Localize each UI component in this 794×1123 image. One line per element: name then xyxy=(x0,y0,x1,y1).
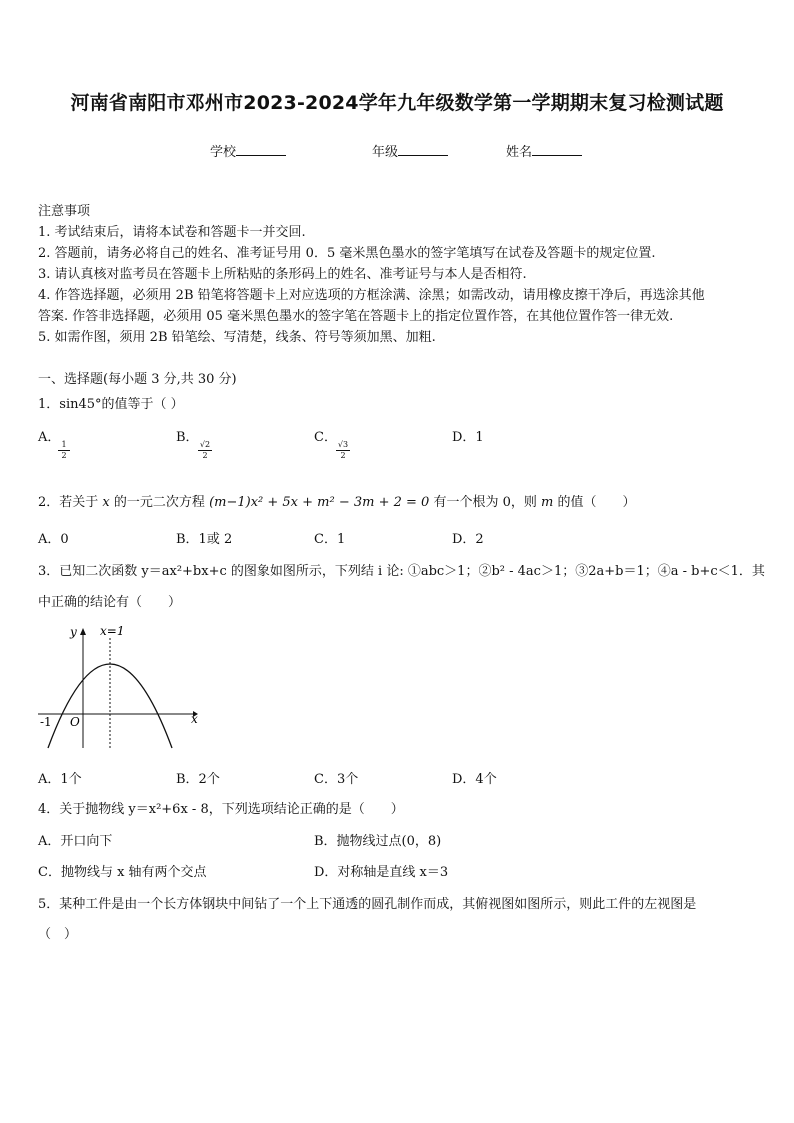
q4-option-d: D．对称轴是直线 x＝3 xyxy=(314,865,449,880)
name-field xyxy=(506,141,582,160)
q1-option-c xyxy=(314,429,337,446)
name-blank xyxy=(532,143,582,156)
y-axis-arrow-icon xyxy=(80,628,86,635)
question-5-line-2: （ ） xyxy=(38,927,78,942)
q2-var-x: x xyxy=(102,495,110,510)
question-3-line-1: 3．已知二次函数 y＝ax²+bx+c 的图象如图所示，下列结 i 论: ①abc＞1；②b² - 4ac＞1；③2a+b＝1；④a - b+c＜1．其 xyxy=(38,564,765,579)
note-item: 4. 作答选择题，必须用 2B 铅笔将答题卡上对应选项的方框涂满、涂黑；如需改动，请用橡皮擦干净后，再选涂其他 xyxy=(38,288,705,303)
q2-prefix: 2．若关于 xyxy=(38,495,99,510)
q1-c-numerator: √3 xyxy=(337,440,349,449)
school-blank xyxy=(236,143,286,156)
name-label: 姓名 xyxy=(506,145,533,160)
q1-b-denominator: 2 xyxy=(202,451,208,460)
grade-field xyxy=(372,141,448,160)
question-5-line-1: 5．某种工件是由一个长方体钢块中间钻了一个上下通透的圆孔制作而成，其俯视图如图所示，则此工件的左视图是 xyxy=(38,897,697,912)
q3-option-a: A．1个 xyxy=(38,772,82,787)
q1-option-b xyxy=(176,429,199,446)
grade-blank xyxy=(398,143,448,156)
q2-option-a: A．0 xyxy=(38,532,69,547)
q2-equation: (m−1)x² + 5x + m² − 3m + 2 = 0 xyxy=(209,495,430,510)
q2-option-d: D．2 xyxy=(452,532,484,547)
tick-neg1-label: -1 xyxy=(40,715,52,729)
q2-var-m: m xyxy=(541,495,554,510)
q4-option-b: B．抛物线过点(0，8) xyxy=(314,834,442,849)
q1-a-numerator: 1 xyxy=(58,440,70,451)
q2-option-b: B．1或 2 xyxy=(176,532,233,547)
note-item: 答案. 作答非选择题，必须用 05 毫米黑色墨水的签字笔在答题卡上的指定位置作答，在其他位置作答一律无效. xyxy=(38,309,674,324)
note-item: 2. 答题前，请务必将自己的姓名、准考证号用 0．5 毫米黑色墨水的签字笔填写在试卷及答题卡的规定位置. xyxy=(38,246,656,261)
school-label: 学校 xyxy=(210,145,237,160)
question-3-line-2: 中正确的结论有（ ） xyxy=(38,595,182,610)
q3-option-b: B．2个 xyxy=(176,772,220,787)
symmetry-label: x=1 xyxy=(100,624,125,638)
question-2-stem xyxy=(38,494,635,511)
q3-option-d: D．4个 xyxy=(452,772,497,787)
section-heading: 一、选择题(每小题 3 分,共 30 分) xyxy=(38,372,237,387)
q1-b-numerator: √2 xyxy=(199,440,211,449)
notes-heading: 注意事项 xyxy=(38,204,91,219)
question-4-stem: 4．关于抛物线 y＝x²+6x - 8，下列选项结论正确的是（ ） xyxy=(38,802,404,817)
y-axis-label: y xyxy=(70,625,77,639)
note-item: 5. 如需作图，须用 2B 铅笔绘、写清楚，线条、符号等须加黑、加粗. xyxy=(38,330,436,345)
q2-mid: 的一元二次方程 xyxy=(113,495,205,510)
note-item: 3. 请认真核对监考员在答题卡上所粘贴的条形码上的姓名、准考证号与本人是否相符. xyxy=(38,267,527,282)
note-item: 1. 考试结束后，请将本试卷和答题卡一并交回. xyxy=(38,225,306,240)
school-field xyxy=(210,141,286,160)
q1-a-label: A． xyxy=(38,430,61,445)
x-axis-label: x xyxy=(191,712,198,726)
q1-option-d: D．1 xyxy=(452,430,484,445)
question-1-stem: 1．sin45°的值等于（ ） xyxy=(38,397,184,412)
q1-c-denominator: 2 xyxy=(340,451,346,460)
q1-b-label: B． xyxy=(176,430,199,445)
q1-c-label: C． xyxy=(314,430,337,445)
page-title: 河南省南阳市邓州市2023-2024学年九年级数学第一学期期末复习检测试题 xyxy=(70,92,724,114)
q2-option-c: C．1 xyxy=(314,532,346,547)
q3-parabola-graph xyxy=(36,622,202,750)
q1-b-fraction xyxy=(198,440,212,461)
q4-option-a: A．开口向下 xyxy=(38,834,113,849)
q2-suffix1: 有一个根为 0，则 xyxy=(433,495,537,510)
q1-a-denominator: 2 xyxy=(61,451,67,460)
q1-c-fraction xyxy=(336,440,350,461)
q2-suffix2: 的值（ ） xyxy=(557,495,636,510)
q4-option-c: C．抛物线与 x 轴有两个交点 xyxy=(38,865,207,880)
origin-label: O xyxy=(70,715,80,729)
grade-label: 年级 xyxy=(372,145,399,160)
q1-a-fraction xyxy=(58,440,70,461)
q3-option-c: C．3个 xyxy=(314,772,359,787)
